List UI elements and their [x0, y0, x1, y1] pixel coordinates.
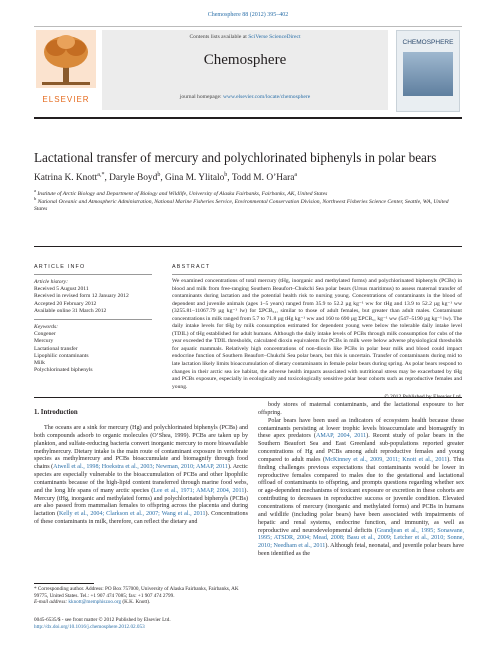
- doi-link[interactable]: http://dx.doi.org/10.1016/j.chemosphere.2012.02.053: [34, 623, 145, 630]
- author-list: Katrina K. Knott$^{a,*}$, Daryle Boyd$^b$, Gina M. Ylitalo$^b$, Todd M. O’Hara$^a$: [34, 172, 298, 184]
- email-link[interactable]: kknott@memphiszoo.org: [68, 599, 122, 606]
- publisher-name: ELSEVIER: [42, 95, 90, 104]
- body-text-run: ). Arctic species are especially vulnerable to the bioaccumulation of PCBs and other lipophilic contaminants because of the high-lipid content transferred through marine food webs, and the long life spans of many arctic species (: [34, 464, 248, 494]
- article-info-rule: [34, 274, 152, 275]
- history-item: Received in revised form 12 January 2012: [34, 293, 129, 300]
- history-label: Article history:: [34, 279, 69, 285]
- author-affil-marker: b: [224, 172, 228, 178]
- header-bottom-rule: [34, 117, 462, 119]
- history-item: Received 5 August 2011: [34, 286, 89, 293]
- elsevier-tree-icon: [36, 30, 96, 88]
- body-text-run: Polar bears have been used as indicators of ecosystem health because those contaminants persisting at lower trophic levels bioaccumulate and biomagnify in these apex predators (: [258, 417, 464, 440]
- keyword: Lipophilic contaminants: [34, 352, 89, 359]
- body-column-right: [258, 402, 464, 559]
- keyword: Lactational transfer: [34, 345, 78, 352]
- journal-homepage: [102, 94, 388, 100]
- title-block-rule: [34, 246, 462, 247]
- article-title: Lactational transfer of mercury and polychlorinated biphenyls in polar bears: [34, 150, 437, 165]
- corresponding-author-footnote: [34, 586, 248, 606]
- author-name[interactable]: Katrina K. Knott: [34, 173, 98, 184]
- body-text-run: The oceans are a sink for mercury (Hg) and polychlorinated biphenyls (PCBs) and both compounds adsorb to organic molecules (O’Shea, 1999). PCBs are taken up by plankton, and sulfate-reducing bacteria convert inorganic mercury to more bioavailable methylmercury. Dietary intake is the main route of contaminant exposure in vertebrate species as methylmercury and PCBs bioaccumulate and biomagnify through food chains (: [34, 425, 248, 471]
- keyword: Polychlorinated biphenyls: [34, 367, 93, 374]
- body-column-left: [34, 425, 248, 527]
- body-text-run: ). Concentrations of these contaminants in milk, therefore, can reflect the dietary and: [34, 511, 248, 526]
- issn-line: 0045-6535/$ - see front matter © 2012 Published by Elsevier Ltd.: [34, 617, 171, 623]
- contents-prefix: Contents lists available at: [189, 34, 249, 40]
- keyword: Mercury: [34, 338, 54, 345]
- elsevier-logo[interactable]: [36, 30, 96, 102]
- history-item: Accepted 20 February 2012: [34, 300, 97, 307]
- keywords-rule: [34, 319, 152, 320]
- keywords-label: Keywords:: [34, 324, 59, 331]
- contents-line: [102, 34, 388, 40]
- body-text-run: ). Recent study of polar bears in the Southern Beaufort Sea and East Greenland sub-populations reported greater concentrations of Hg and PCBs among adult reproductive females and young compared to adult males (: [258, 433, 464, 463]
- article-info-heading: ARTICLE INFO: [34, 264, 86, 270]
- keyword: Congener: [34, 331, 56, 338]
- citation-link[interactable]: Atwell et al., 1998; Hoekstra et al., 2003; Newman, 2010; AMAP, 2011: [53, 464, 228, 471]
- body-text-run: ). Mercury (tHg, inorganic and methylated forms) and polychlorinated biphenyls (PCBs) are also passed from mammalian females to offspring across the placenta and during lactation (: [34, 487, 248, 518]
- abstract-rule: [172, 274, 462, 275]
- email-label: E-mail address:: [34, 599, 69, 606]
- affiliation-text: National Oceanic and Atmospheric Administration, National Marine Fisheries Service, Environmental Conservation Division, Northwest Fisheries Science Center, Seattle, WA, United States: [34, 198, 449, 212]
- author-affil-marker: b: [157, 172, 161, 178]
- issn-block: [34, 617, 248, 630]
- author-name[interactable]: Gina M. Ylitalo: [165, 173, 225, 184]
- citation-link[interactable]: Kelly et al., 2004; Clarkson et al., 2007; Wang et al., 2011: [59, 511, 206, 518]
- affiliation-text: Institute of Arctic Biology and Department of Biology and Wildlife, University of Alaska Fairbanks, Fairbanks, AK, United States: [37, 190, 328, 197]
- section-heading: 1. Introduction: [34, 409, 78, 416]
- keyword: Milk: [34, 360, 45, 367]
- journal-header: [102, 30, 388, 110]
- header-top-rule: [34, 26, 462, 27]
- cover-title: CHEMOSPHERE: [402, 39, 454, 46]
- journal-name: Chemosphere: [203, 52, 287, 68]
- body-text-run: body stores of maternal contaminants, and the lactational exposure to her offspring.: [258, 402, 464, 416]
- abstract-heading: ABSTRACT: [172, 264, 211, 270]
- author-name[interactable]: Todd M. O’Hara: [231, 173, 295, 184]
- affiliation: [34, 195, 462, 213]
- history-item: Available online 31 March 2012: [34, 307, 107, 314]
- corresponding-author-text: * Corresponding author. Address: PO Box 757000, University of Alaska Fairbanks, Fairbanks, AK 99775, United States. Tel.: +1 907 474 7085; fax: +1 907 474 2799.: [34, 586, 239, 599]
- author-affil-marker: a: [294, 172, 298, 178]
- author-name[interactable]: Daryle Boyd: [109, 173, 158, 184]
- article-info-panel: [34, 264, 154, 374]
- body-text-run: ). This finding challenges previous expectations that contaminants would be lower in reproductive females compared to males due to the gestational and lactational offload of contaminants to offspring, and prompts questions regarding whether sex or age-dependent mechanisms of toxicant exposure or excretion in these cohorts are contributing to decreases in reproductive success or juvenile condition. Elevated concentrations of mercury (inorganic and methylated forms) and PCBs in humans and wildlife (including polar bears) have been associated with impairments of hepatic and renal systems, endocrine function, and immunity, as well as reproductive and neurodevelopmental deficits (: [258, 456, 464, 534]
- abstract-text: We examined concentrations of total mercury (tHg, inorganic and methylated forms) and polychlorinated biphenyls (PCBs) in blood and milk from free-ranging Southern Beaufort–Chukchi Sea polar bears (Ursus maritimus) to assess maternal transfer of contaminants during lactation and the potential health risk to nursing young. Concentrations of contaminants in the blood of dependent and juvenile animals (ages 1–5 years) ranged from 35.9 to 52.2 µg kg⁻¹ ww for tHg and 13.9 to 52.2 µg kg⁻¹ ww (3255.81–11067.79 µg kg⁻¹ lw) for ΣPCB₅₁, similar to those of adult females, but greater than adult males. Contaminant concentrations in milk ranged from 5.7 to 71.8 µg tHg kg⁻¹ ww and 160 to 690 µg ΣPCB₅₁ kg⁻¹ ww (547–5190 µg kg⁻¹ lw). The daily intake levels for tHg by milk consumption estimated for dependent young were below the tolerable daily intake level (TDIL) of tHg established for adult humans. Although the daily intake levels of PCBs through milk consumption for cubs of the year exceeded the TDIL thresholds, calculated dioxin equivalents for PCBs in milk were below adverse physiological thresholds for aquatic mammals. Relatively high concentrations of non-dioxin like PCBs in polar bear milk and blood could impact endocrine function of Southern Beaufort–Chukchi Sea polar bears, but this is uncertain. Transfer of contaminants during mid to late lactation likely limits bioaccumulation of dietary contaminants in female polar bears during spring. As polar bears respond to changes in their arctic sea ice habitat, the adverse health impacts associated with nutritional stress may be exacerbated by tHg and PCBs exposure, especially in ecologically and toxicologically sensitive polar bear cohorts such as reproductive females and young.: [172, 278, 462, 390]
- homepage-link[interactable]: www.elsevier.com/locate/chemosphere: [222, 94, 311, 100]
- abstract-bottom-rule: [34, 397, 462, 398]
- citation-link[interactable]: Lee et al., 1971; AMAP, 2004, 2011: [153, 487, 245, 494]
- citation-link[interactable]: AMAP, 2004, 2011: [315, 433, 367, 440]
- email-suffix: (K.K. Knott).: [121, 599, 151, 606]
- footnote-rule: [34, 583, 94, 584]
- citation-link[interactable]: McKinney et al., 2009, 2011; Knott et al., 2011: [324, 456, 448, 463]
- affiliation-marker: a: [34, 188, 36, 193]
- citation-link[interactable]: Grandjean et al., 1995; Sonawane, 1995; ATSDR, 2004; Mead, 2008; Basu et al., 2009; Letcher et al., 2010; Sonne, 2010; Needham et al., 2011: [258, 527, 464, 550]
- homepage-prefix: journal homepage:: [179, 94, 223, 100]
- journal-citation[interactable]: Chemosphere 88 (2012) 395–402: [207, 12, 289, 18]
- sciencedirect-link[interactable]: SciVerse ScienceDirect: [248, 34, 301, 40]
- abstract-panel: [172, 264, 462, 400]
- author-affil-marker: a,*: [97, 172, 105, 178]
- journal-cover-thumbnail: [396, 30, 460, 112]
- affiliation-marker: b: [34, 196, 37, 201]
- body-text-run: ). Although fetal, neonatal, and juvenile polar bears have been identified as the: [258, 543, 464, 558]
- cover-artwork: [403, 52, 453, 96]
